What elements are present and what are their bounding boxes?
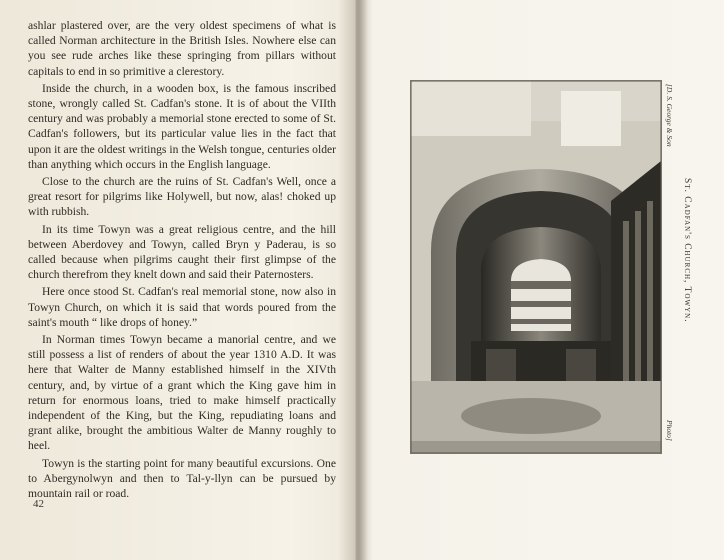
paragraph-6: In Norman times Towyn became a manorial centre, and we still possess a list of renders of about the year 1310 A.D. It was here that Walter de Manny established himself in the XIVth century, and, by virtue of a grant which the King gave him in return for enormous loans, tried to make himself practically independent of the King, but the King, repudiating loans and grant alike, brought the ambitious Walter de Manny roughly to heel.: [28, 333, 336, 453]
paragraph-3: Close to the church are the ruins of St. Cadfan's Well, once a great resort for pilgrims like Holywell, but now, alas! choked up with rubbish.: [28, 175, 336, 219]
page-number: 42: [33, 498, 44, 510]
church-interior-illustration: [411, 81, 661, 453]
book-gutter: [338, 0, 368, 560]
photo-credit-label: Photo]: [665, 420, 674, 441]
paragraph-4: In its time Towyn was a great religious centre, and the hill between Aberdovey and Towyn, called Bryn y Paderau, is so called because when pilgrims caught their first glimpse of the church therefrom they knelt down and said their Paternosters.: [28, 222, 336, 282]
paragraph-1: ashlar plastered over, are the very oldest specimens of what is called Norman architecture in the British Isles. Nowhere else can you see rude arches like these springing from pillars without capitals to end in so primitive a clerestory.: [28, 19, 336, 78]
left-page-text: [28, 18, 336, 538]
paragraph-2: Inside the church, in a wooden box, is the famous inscribed stone, wrongly called St. Cadfan's stone. It is of about the VIIth century and was probably a memorial stone erected to some of St. Cadfan's followers, but its particular value lies in the fact that upon it are the oldest writings in the Welsh tongue, centuries older than anything which occurs in the English language.: [28, 81, 336, 171]
photo-credit-studio: [D. S. George & Son: [665, 84, 674, 147]
photo-caption: St. Cadfan's Church, Towyn.: [682, 178, 692, 323]
paragraph-7: Towyn is the starting point for many beautiful excursions. One to Abergynolwyn and then to Tal-y-llyn can be pursued by mountain rail or road.: [28, 456, 336, 501]
paragraph-5: Here once stood St. Cadfan's real memorial stone, now also in Towyn Church, on which it is said that words poured from the saint's mouth “ like drops of honey.”: [28, 285, 336, 329]
church-interior-photo: [410, 80, 662, 454]
